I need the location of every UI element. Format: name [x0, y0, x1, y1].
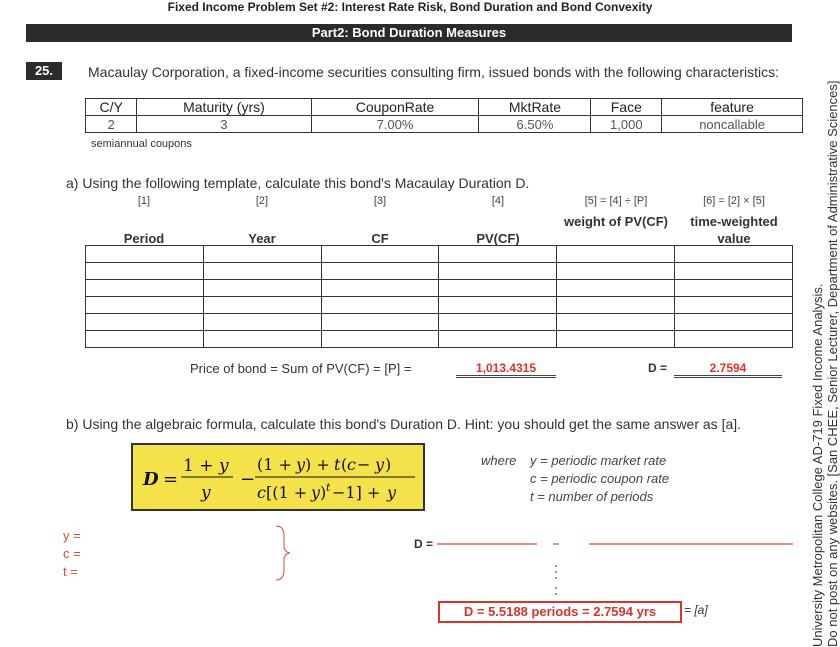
- template-cell[interactable]: [439, 246, 557, 263]
- template-cell[interactable]: [86, 297, 204, 314]
- curly-brace-icon: [272, 524, 292, 582]
- question-intro: Macaulay Corporation, a fixed-income securities consulting firm, issued bonds with the following characteristics:: [88, 64, 779, 80]
- svg-text:D: D: [143, 469, 159, 490]
- fraction-workspace: [437, 536, 795, 596]
- bond-characteristics-table: [85, 98, 803, 133]
- template-cell[interactable]: [86, 331, 204, 348]
- svg-text:y: y: [201, 483, 211, 503]
- template-cell[interactable]: [321, 331, 439, 348]
- value-feature: noncallable: [662, 116, 803, 133]
- table-row: [86, 263, 793, 280]
- header-mktrate: MktRate: [479, 99, 591, 116]
- svg-text:y: y: [311, 483, 321, 502]
- header-maturity: Maturity (yrs): [137, 99, 311, 116]
- col-num-5: [5] = [4] ÷ [P]: [584, 195, 648, 207]
- col-num-2: [2]: [255, 195, 269, 207]
- sidebar-line-1: University Metropolitan College AD-719 Fixed Income Analysis.: [810, 283, 825, 647]
- part-banner: Part2: Bond Duration Measures: [26, 24, 792, 42]
- col-num-6: [6] = [2] × [5]: [703, 195, 765, 207]
- template-cell[interactable]: [203, 246, 321, 263]
- part-b-prompt: b) Using the algebraic formula, calculate this bond's Duration D. Hint: you should get the same answer as [a].: [66, 416, 742, 432]
- col-header-pvcf: PV(CF): [476, 231, 520, 246]
- vertical-sidebar: [808, 0, 840, 647]
- template-cell[interactable]: [86, 314, 204, 331]
- value-face: 1,000: [591, 116, 662, 133]
- col-num-4: [4]: [491, 195, 505, 207]
- template-cell[interactable]: [675, 246, 793, 263]
- value-mktrate: 6.50%: [479, 116, 591, 133]
- page-header-title: Fixed Income Problem Set #2: Interest Rate Risk, Bond Duration and Bond Convexity: [167, 0, 653, 14]
- duration-a-label: D =: [648, 361, 668, 375]
- svg-text:y: y: [219, 456, 229, 476]
- col-header-period: Period: [123, 231, 165, 246]
- template-cell[interactable]: [557, 280, 675, 297]
- var-t: t =: [63, 564, 78, 579]
- duration-formula: [131, 443, 425, 511]
- var-c: c =: [63, 546, 81, 561]
- template-cell[interactable]: [203, 331, 321, 348]
- part-a-prompt: a) Using the following template, calculate this bond's Macaulay Duration D.: [66, 175, 530, 191]
- template-cell[interactable]: [439, 263, 557, 280]
- duration-b-label: D =: [414, 537, 434, 551]
- template-cell[interactable]: [439, 297, 557, 314]
- template-cell[interactable]: [439, 280, 557, 297]
- template-cell[interactable]: [675, 280, 793, 297]
- svg-text:(1 +: (1 +: [257, 455, 292, 474]
- template-cell[interactable]: [321, 280, 439, 297]
- header-face: Face: [591, 99, 662, 116]
- value-couponrate: 7.00%: [311, 116, 479, 133]
- header-couponrate: CouponRate: [311, 99, 479, 116]
- duration-template-table: [85, 245, 793, 348]
- svg-text:−: −: [357, 455, 371, 474]
- template-cell[interactable]: [321, 263, 439, 280]
- template-cell[interactable]: [203, 263, 321, 280]
- table-row: [86, 314, 793, 331]
- template-cell[interactable]: [86, 246, 204, 263]
- template-cell[interactable]: [203, 314, 321, 331]
- svg-text:): ): [320, 483, 327, 502]
- col-header-time-weighted: time-weighted value: [690, 214, 778, 246]
- template-cell[interactable]: [439, 331, 557, 348]
- template-cell[interactable]: [86, 280, 204, 297]
- sidebar-line-2: Do not post on any websites. [San CHEE, Senior Lecturer, Department of Administrative Sciences]: [825, 80, 840, 647]
- template-cell[interactable]: [86, 263, 204, 280]
- svg-text:[(1 +: [(1 +: [266, 483, 308, 502]
- svg-text:) +: ) +: [305, 455, 330, 474]
- svg-text:(: (: [341, 455, 348, 474]
- template-cell[interactable]: [321, 297, 439, 314]
- svg-text:y: y: [387, 483, 397, 502]
- semiannual-note: semiannual coupons: [91, 138, 192, 150]
- svg-text:c: c: [347, 455, 356, 474]
- table-header-row: [86, 99, 803, 116]
- def-t: t = number of periods: [530, 489, 654, 504]
- table-value-row: [86, 116, 803, 133]
- duration-a-value: 2.7594: [674, 361, 782, 378]
- col-header-year: Year: [248, 231, 276, 246]
- template-cell[interactable]: [557, 297, 675, 314]
- svg-text:t: t: [326, 481, 331, 494]
- template-cell[interactable]: [321, 246, 439, 263]
- table-row: [86, 246, 793, 263]
- price-value: 1,013.4315: [456, 361, 556, 378]
- svg-text:): ): [385, 455, 392, 474]
- svg-text:−1] +: −1] +: [332, 483, 381, 502]
- equals-a-note: = [a]: [684, 603, 708, 617]
- col-num-1: [1]: [137, 195, 151, 207]
- col-header-cf: CF: [371, 231, 389, 246]
- col-header-weight: weight of PV(CF): [564, 214, 668, 229]
- template-cell[interactable]: [203, 280, 321, 297]
- template-cell[interactable]: [675, 263, 793, 280]
- question-number: 25.: [26, 62, 62, 80]
- table-row: [86, 331, 793, 348]
- svg-text:y: y: [296, 455, 306, 474]
- value-cy: 2: [86, 116, 137, 133]
- var-y: y =: [63, 528, 81, 543]
- template-cell[interactable]: [675, 297, 793, 314]
- template-cell[interactable]: [557, 263, 675, 280]
- header-feature: feature: [662, 99, 803, 116]
- where-label: where: [481, 453, 517, 468]
- price-label: Price of bond = Sum of PV(CF) = [P] =: [190, 361, 412, 376]
- svg-text:−: −: [240, 469, 256, 490]
- template-cell[interactable]: [557, 246, 675, 263]
- svg-text:=: =: [163, 469, 179, 490]
- final-answer-box: D = 5.5188 periods = 2.7594 yrs: [438, 601, 682, 623]
- header-cy: C/Y: [86, 99, 137, 116]
- formula-graphic: [133, 445, 423, 509]
- template-cell[interactable]: [675, 331, 793, 348]
- svg-text:1 +: 1 +: [183, 456, 214, 476]
- template-cell[interactable]: [321, 314, 439, 331]
- svg-text:c: c: [257, 483, 266, 502]
- table-row: [86, 297, 793, 314]
- table-row: [86, 280, 793, 297]
- template-cell[interactable]: [557, 331, 675, 348]
- template-cell[interactable]: [675, 314, 793, 331]
- template-cell[interactable]: [203, 297, 321, 314]
- def-c: c = periodic coupon rate: [530, 471, 670, 486]
- svg-text:t: t: [334, 455, 341, 474]
- svg-text:y: y: [375, 455, 385, 474]
- def-y: y = periodic market rate: [530, 453, 667, 468]
- col-num-3: [3]: [373, 195, 387, 207]
- template-cell[interactable]: [439, 314, 557, 331]
- value-maturity: 3: [137, 116, 311, 133]
- template-cell[interactable]: [557, 314, 675, 331]
